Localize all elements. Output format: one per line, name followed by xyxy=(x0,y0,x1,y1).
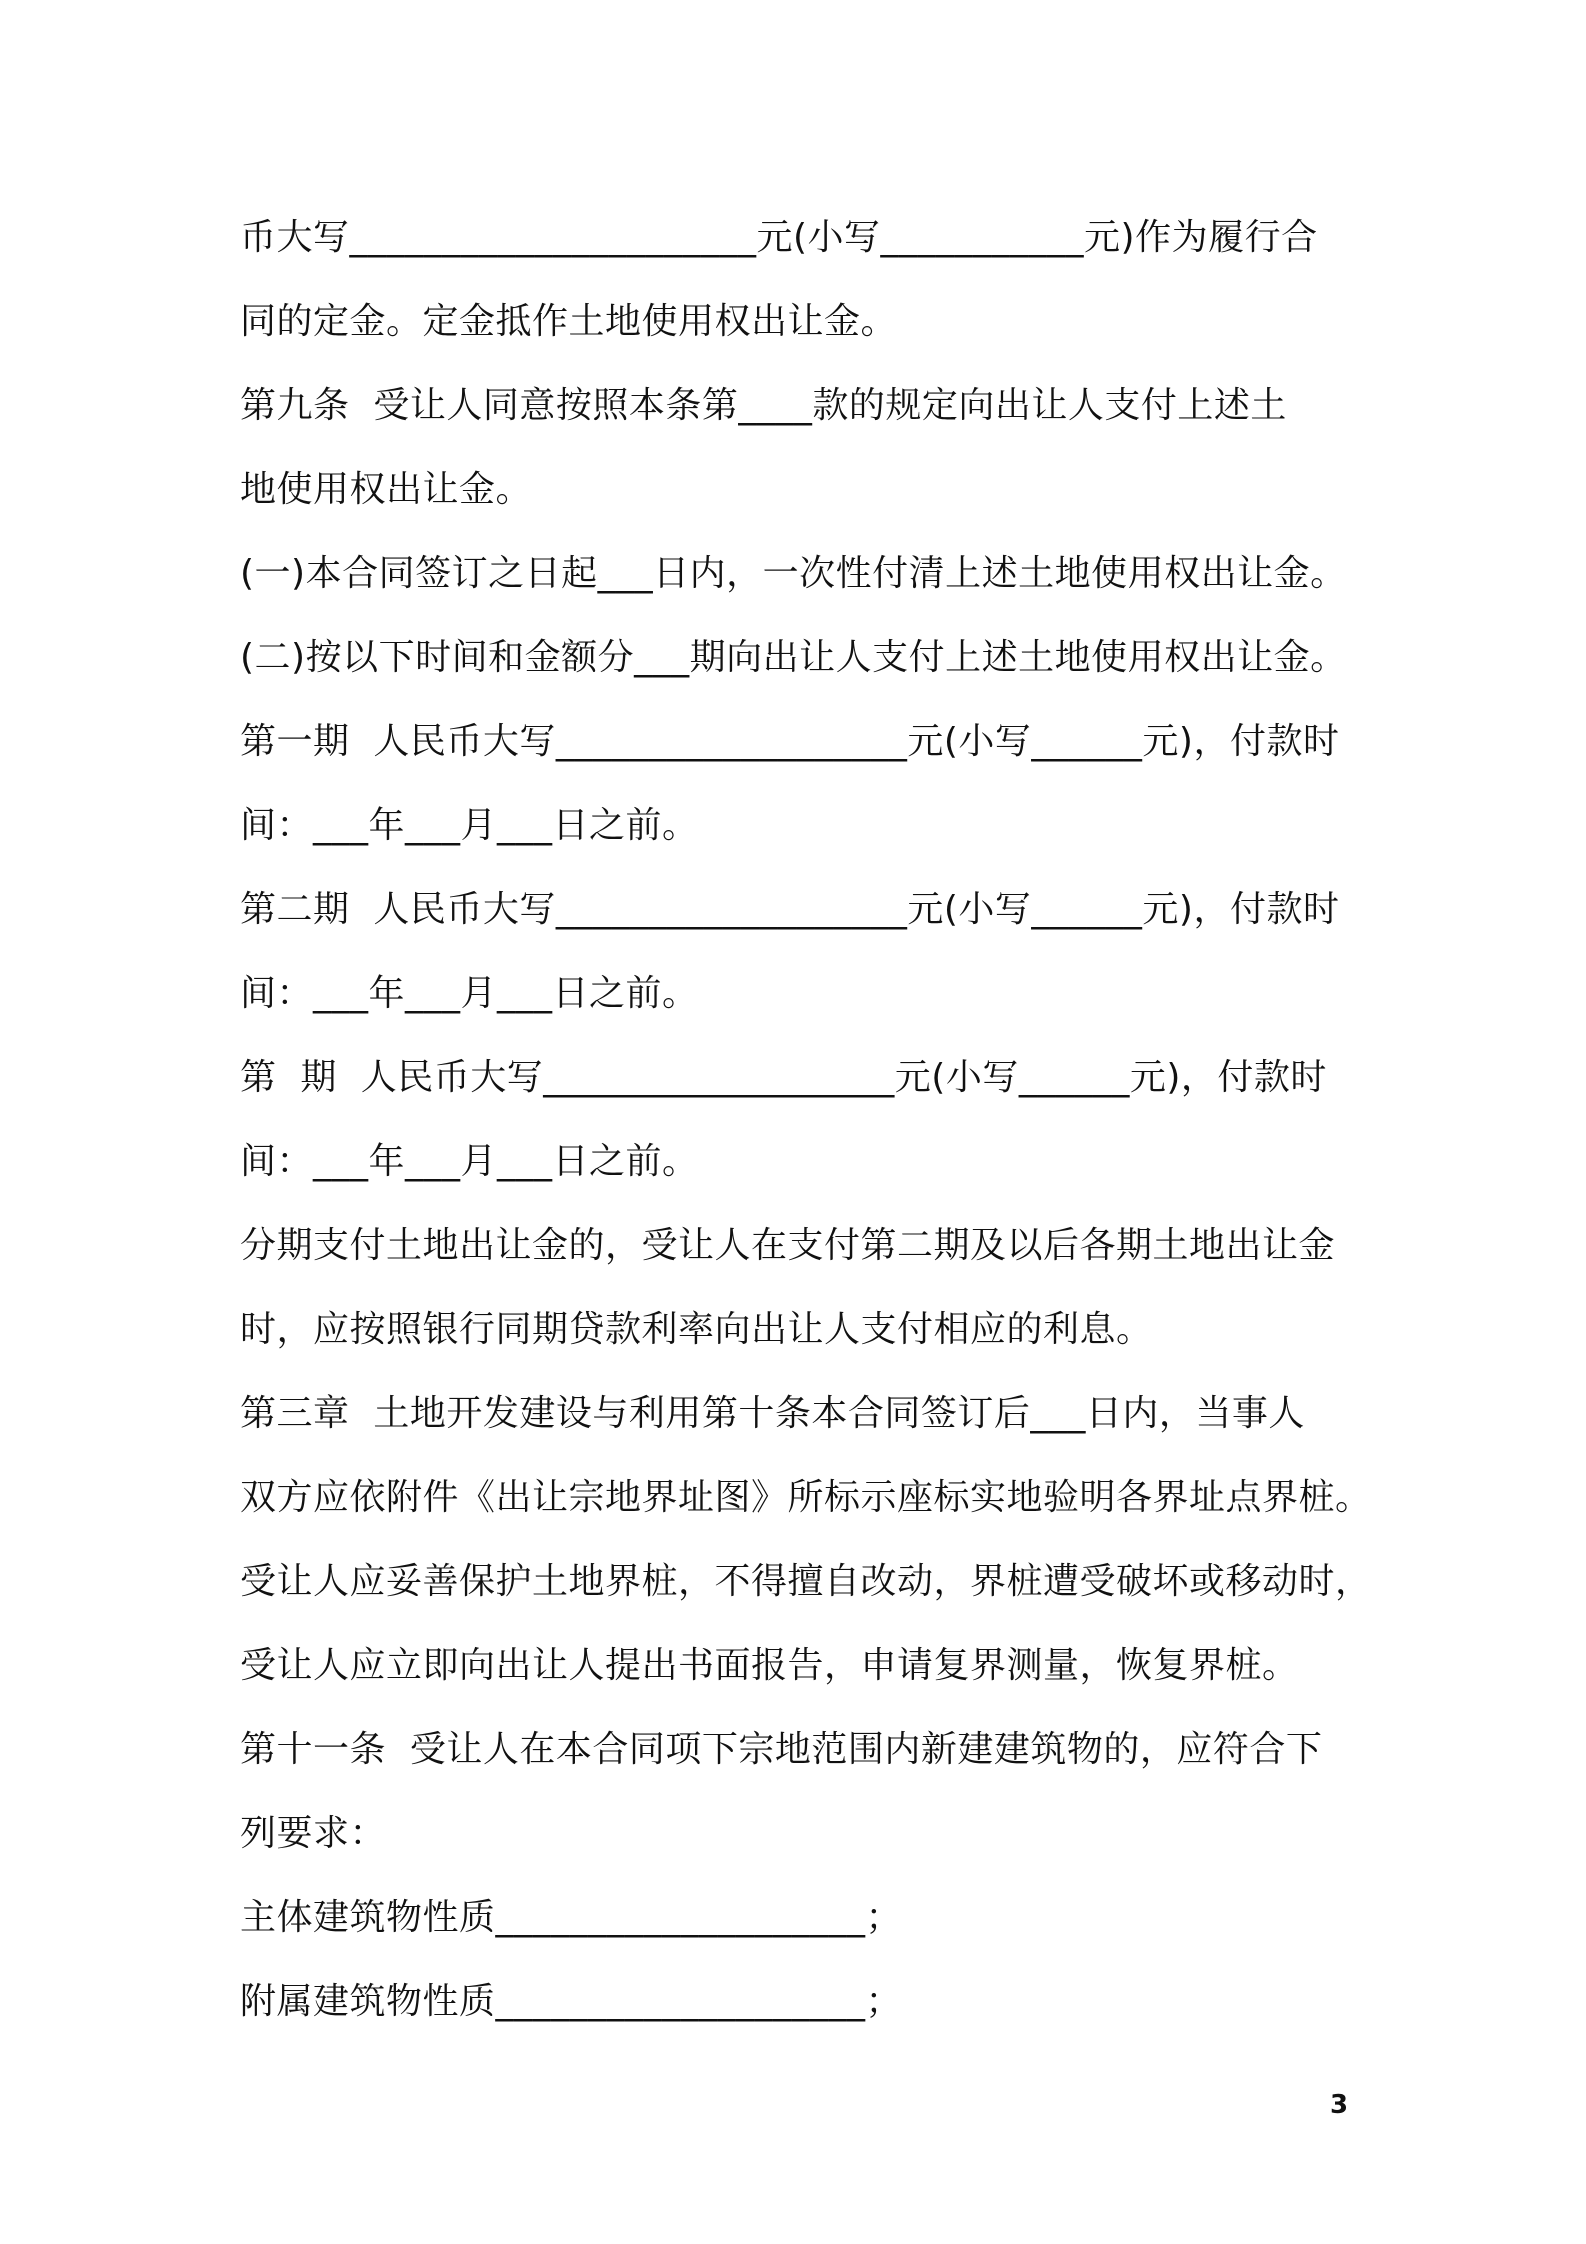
text-line: 第 期 人民币大写___________________元(小写______元)，付款时 xyxy=(240,1057,1327,1098)
text-line: 列要求： xyxy=(240,1813,387,1854)
text-line: 第三章 土地开发建设与利用第十条本合同签订后___日内，当事人 xyxy=(240,1393,1305,1434)
text-line: 受让人应立即向出让人提出书面报告，申请复界测量，恢复界桩。 xyxy=(240,1645,1299,1686)
text-line: 时，应按照银行同期贷款利率向出让人支付相应的利息。 xyxy=(240,1309,1153,1350)
text-line: 间：___年___月___日之前。 xyxy=(240,1141,699,1182)
page-number: 3 xyxy=(1330,2090,1349,2120)
text-line: (二)按以下时间和金额分___期向出让人支付上述土地使用权出让金。 xyxy=(240,637,1347,678)
text-line: 间：___年___月___日之前。 xyxy=(240,805,699,846)
text-line: 附属建筑物性质____________________； xyxy=(240,1981,903,2022)
text-line: 受让人应妥善保护土地界桩，不得擅自改动，界桩遭受破坏或移动时， xyxy=(240,1561,1372,1602)
text-line: 第九条 受让人同意按照本条第____款的规定向出让人支付上述土 xyxy=(240,385,1287,426)
text-line: 间：___年___月___日之前。 xyxy=(240,973,699,1014)
text-line: 第一期 人民币大写___________________元(小写______元)，付款时 xyxy=(240,721,1340,762)
text-line: 地使用权出让金。 xyxy=(240,469,533,510)
text-line: 双方应依附件《出让宗地界址图》所标示座标实地验明各界址点界桩。 xyxy=(240,1477,1372,1518)
text-line: (一)本合同签订之日起___日内，一次性付清上述土地使用权出让金。 xyxy=(240,553,1347,594)
text-line: 第十一条 受让人在本合同项下宗地范围内新建建筑物的，应符合下 xyxy=(240,1729,1323,1770)
text-line: 币大写______________________元(小写___________元)作为履行合 xyxy=(240,217,1318,258)
text-line: 第二期 人民币大写___________________元(小写______元)，付款时 xyxy=(240,889,1340,930)
text-line: 同的定金。定金抵作土地使用权出让金。 xyxy=(240,301,898,342)
text-line: 分期支付土地出让金的，受让人在支付第二期及以后各期土地出让金 xyxy=(240,1225,1336,1266)
document-body xyxy=(240,196,1372,2044)
text-line: 主体建筑物性质____________________； xyxy=(240,1897,903,1938)
